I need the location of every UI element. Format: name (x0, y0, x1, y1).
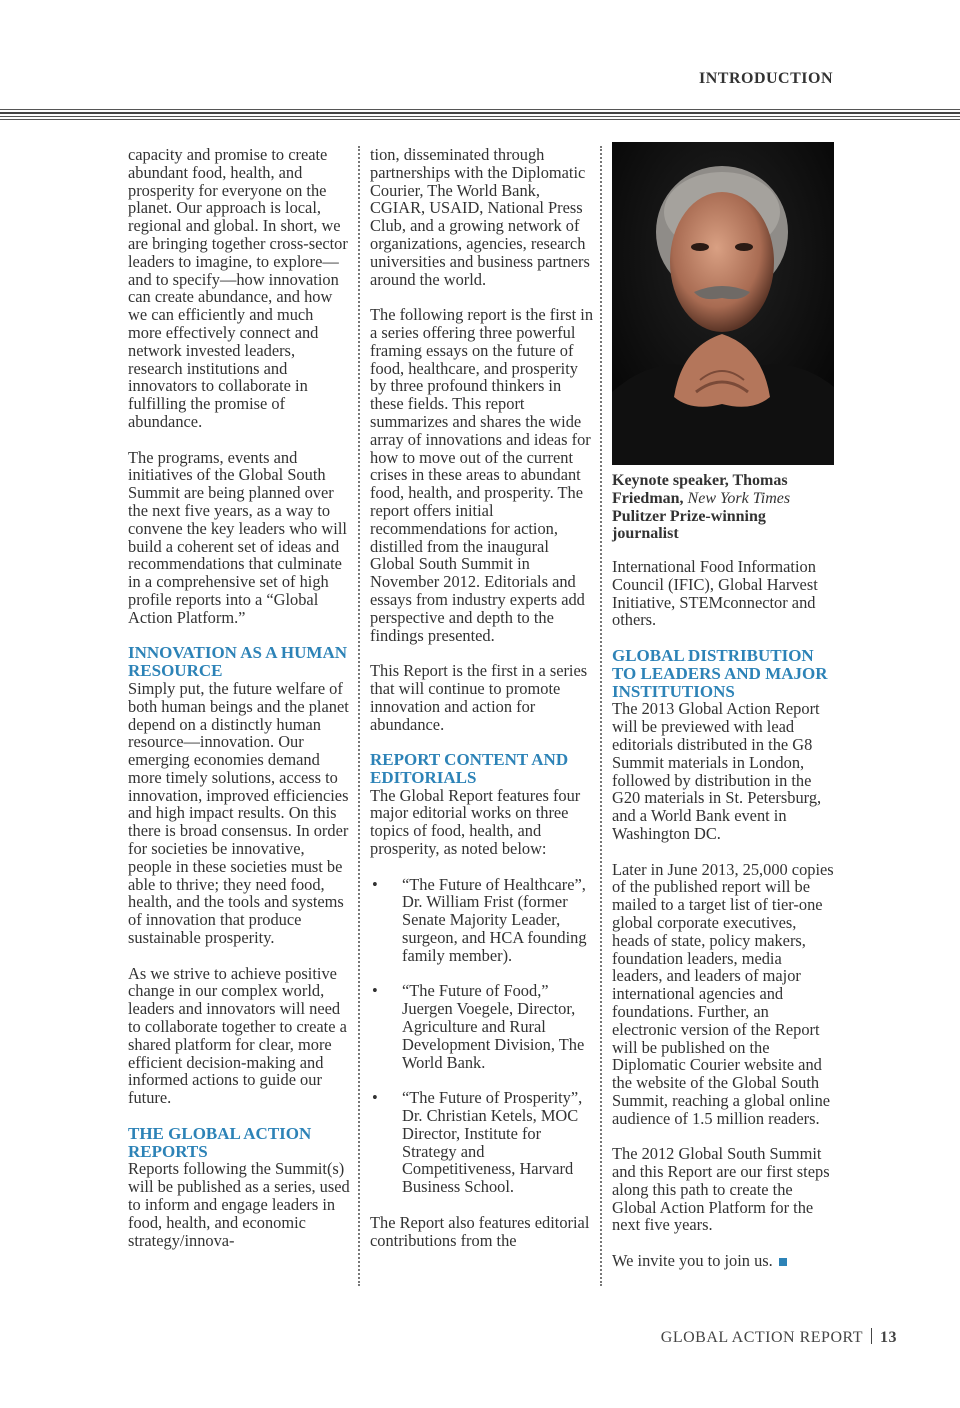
header-rule (0, 109, 960, 122)
caption-text: Keynote speaker, Thomas Friedman, (612, 472, 788, 507)
list-item-text: “The Future of Food,” Juergen Voegele, Director, Agriculture and Rural Development Division, The World Bank. (402, 981, 585, 1072)
portrait-image (612, 142, 834, 465)
bullet-icon: • (372, 981, 378, 1001)
section-header: INTRODUCTION (698, 70, 833, 87)
section-heading: INNOVATION AS A HUMAN RESOURCE (128, 643, 347, 681)
footer-divider (871, 1328, 872, 1344)
photo-caption (612, 472, 834, 543)
portrait-photo (612, 142, 834, 465)
closing-paragraph (612, 1252, 834, 1270)
column-divider (600, 146, 602, 1286)
closing-text: We invite you to join us. (612, 1251, 773, 1271)
list-item (370, 1089, 595, 1196)
caption-text: Pulitzer Prize-winning journalist (612, 507, 766, 543)
paragraph: The 2013 Global Action Report will be previewed with lead editorials distributed in the G8 Summit materials in London, followed by distribution in the G20 materials in St. Petersburg, and a World Bank event in Washington DC. (612, 699, 822, 843)
footer-title: GLOBAL ACTION REPORT (660, 1329, 863, 1346)
paragraph: The following report is the first in a series offering three powerful framing essays on the future of food, healthcare, and prosperity by three profound thinkers in these fields. This report summarizes and shares the wide array of innovations and ideas for how to move out of the current crises in these areas to abundant food, health, and prosperity. The report offers initial recommendations for action, distilled from the inaugural Global South Summit in November 2012. Editorials and essays from industry experts add perspective and depth to the findings presented. (370, 305, 594, 645)
list-item (370, 982, 595, 1071)
column-divider (358, 146, 360, 1286)
paragraph: The 2012 Global South Summit and this Report are our first steps along this path to create the Global Action Platform for the next five years. (612, 1144, 830, 1235)
page-number: 13 (880, 1329, 897, 1346)
paragraph: This Report is the first in a series that will continue to promote innovation and action for abundance. (370, 661, 588, 734)
section-heading: GLOBAL DISTRIBUTION TO LEADERS AND MAJOR INSTITUTIONS (612, 645, 828, 701)
bullet-icon: • (372, 1088, 378, 1108)
paragraph: tion, disseminated through partnerships with the Diplomatic Courier, The World Bank, CGIAR, USAID, National Press Club, and a growing network of organizations, agencies, research universities and business partners around the world. (370, 145, 590, 289)
paragraph: The Global Report features four major editorial works on three topics of food, health, and prosperity, as noted below: (370, 785, 581, 859)
column-2 (370, 146, 595, 1267)
paragraph: capacity and promise to create abundant food, health, and prosperity for everyone on the planet. Our approach is local, regional and global. In short, we are bringing together cross-sector leaders to imagine, to explore—and to specify—how innovation can create abundance, and how we can efficiently and much more effectively connect and network invested leaders, research institutions and innovators to collaborate in fulfilling the promise of abundance. (128, 145, 348, 431)
end-mark-icon (779, 1258, 787, 1266)
page-footer (661, 1328, 897, 1347)
paragraph: As we strive to achieve positive change in our complex world, leaders and innovators will need to collaborate together to create a shared platform for clear, more efficient decision-making and informed actions to guide our future. (128, 963, 347, 1108)
list-item (370, 876, 595, 965)
list-item-text: “The Future of Prosperity”, Dr. Christian Ketels, MOC Director, Institute for Strategy and Competitiveness, Harvard Business School. (402, 1088, 583, 1197)
column-3 (612, 558, 834, 1288)
paragraph: Simply put, the future welfare of both human beings and the planet depend on a distinctly human resource—innovation. Our emerging economies demand more timely solutions, access to innovation, improved efficiencies and high impact results. On this there is broad consensus. In order for societies be innovative, people in these societies must be able to thrive; they need food, health, and the tools and systems of innovation that produce sustainable prosperity. (128, 678, 349, 948)
paragraph: International Food Information Council (IFIC), Global Harvest Initiative, STEMconnector and others. (612, 557, 818, 630)
paragraph: The programs, events and initiatives of the Global South Summit are being planned over the next five years, as a way to convene the key leaders who will build a coherent set of ideas and recommendations that culminate in a comprehensive set of high profile reports into a “Global Action Platform.” (128, 447, 347, 627)
caption-publication: New York Times (687, 489, 791, 507)
section-heading: THE GLOBAL ACTION REPORTS (128, 1123, 312, 1161)
editorial-list (370, 876, 595, 1196)
paragraph: Reports following the Summit(s) will be published as a series, used to inform and engage leaders in food, health, and economic strategy/innova- (128, 1159, 350, 1250)
paragraph: Later in June 2013, 25,000 copies of the published report will be mailed to a target list of tier-one global corporate executives, heads of state, policy makers, foundation leaders, media leaders, and leaders of major international agencies and foundations. Further, an electronic version of the Report will be published on the Diplomatic Courier website and the website of the Global South Summit, reaching a global online audience of 1.5 million readers. (612, 859, 834, 1128)
column-1 (128, 146, 350, 1267)
paragraph: The Report also features editorial contributions from the (370, 1212, 590, 1250)
bullet-icon: • (372, 874, 378, 894)
list-item-text: “The Future of Healthcare”, Dr. William Frist (former Senate Majority Leader, surgeon, and HCA founding family member). (402, 874, 587, 965)
section-heading: REPORT CONTENT AND EDITORIALS (370, 750, 569, 787)
